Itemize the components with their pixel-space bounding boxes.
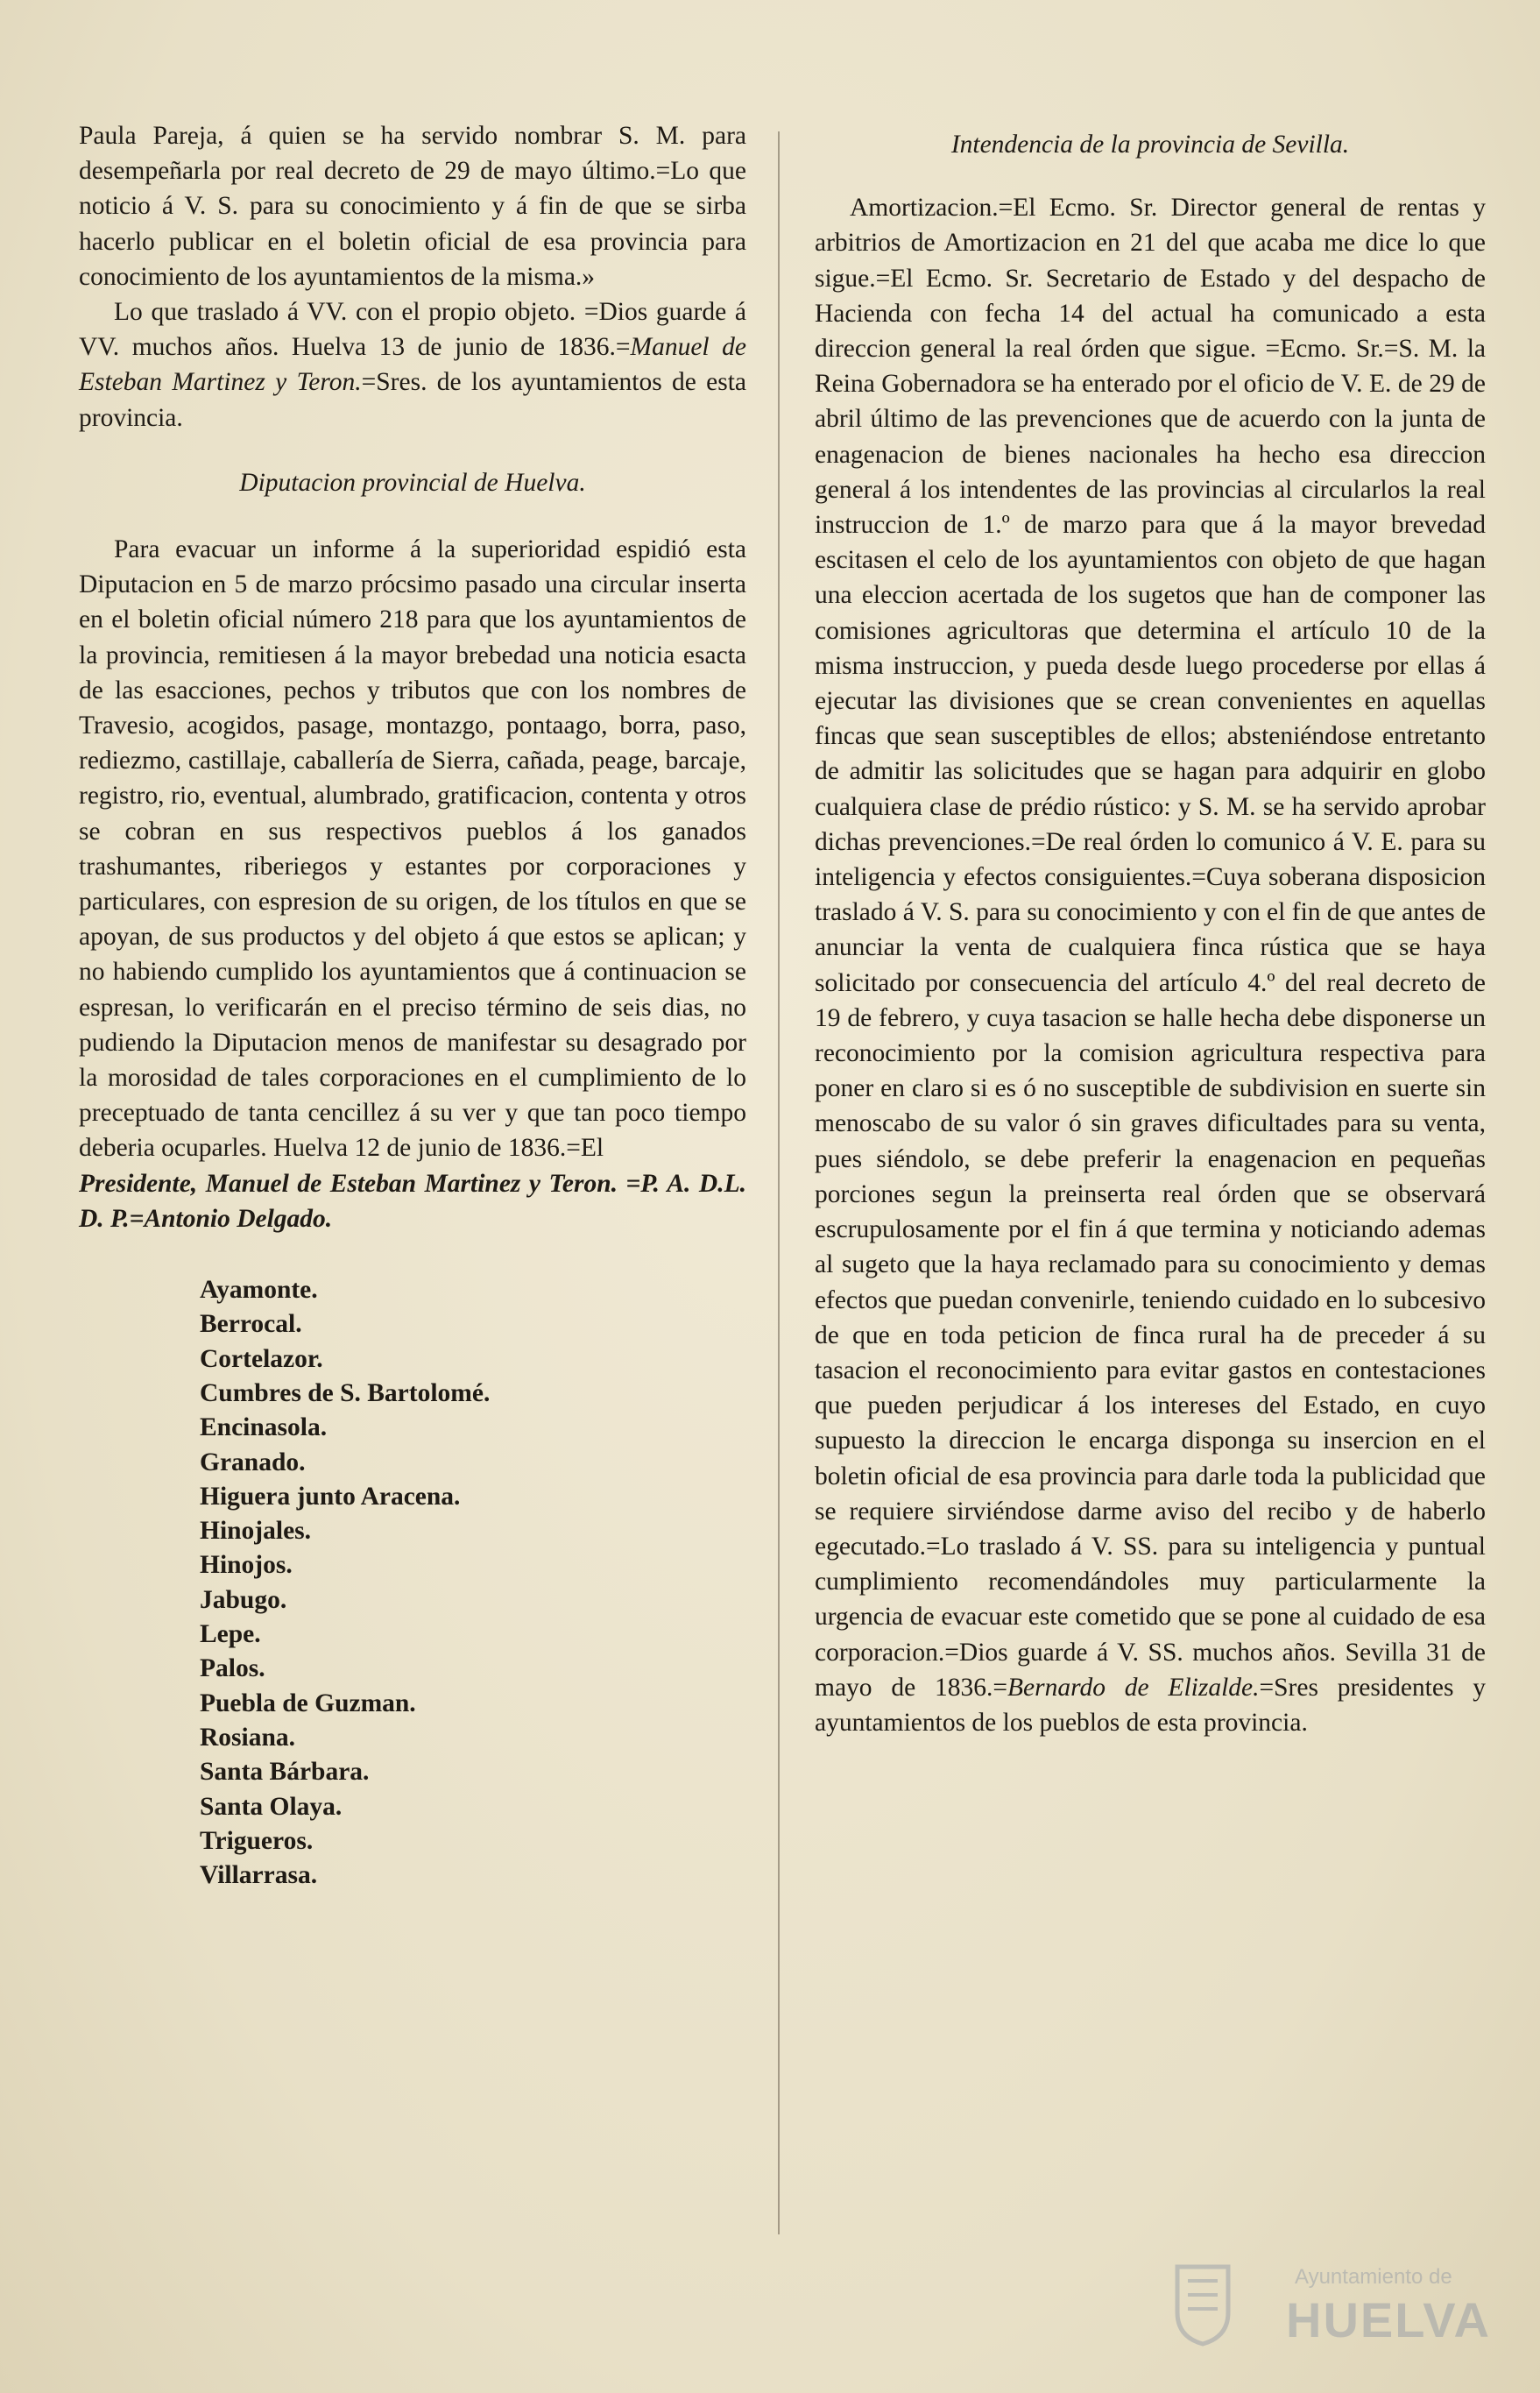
town-item: Santa Bárbara. xyxy=(200,1758,370,1787)
town-item: Hinojos. xyxy=(200,1551,293,1580)
town-item: Ayamonte. xyxy=(200,1276,318,1305)
shield-icon xyxy=(1174,2263,1232,2347)
left-paragraph-1: Paula Pareja, á quien se ha servido nombrar S. M. para desempeñarla por real decreto de 29 de mayo último.=Lo que noticio á V. S. para su conocimiento y á fin de que se sirba hacerlo publicar en el boletin oficial de esa provincia para conocimiento de los ayuntamientos de la misma.» xyxy=(79,122,746,291)
right-paragraph-1-text: Amortizacion.=El Ecmo. Sr. Director general de rentas y arbitrios de Amortizacion en 21 del que acaba me dice lo que sigue.=El Ecmo. Sr. Secretario de Estado y del despacho de Hacienda con fecha 14 del actual ha comunicado a esta direccion general la real órden que sigue. =Ecmo. Sr.=S. M. la Reina Gobernadora se ha enterado por el oficio de V. E. de 29 de abril último de las prevenciones que de acuerdo con la junta de enagenacion de bienes nacionales ha hecho esa direccion general á los intendentes de las provincias al circularlos la real instruccion de 1.º de marzo para que á la mayor brevedad escitasen el celo de los ayuntamientos con objeto de que hagan una eleccion acertada de los sugetos que han de componer las comisiones agricultoras que determina el artículo 10 de la misma instruccion, y pueda desde luego procederse por ellas á ejecutar las divisiones que se crean convenientes en aquellas fincas que sean susceptibles de ellos; absteniéndose entretanto de admitir las solicitudes que se hagan para adquirir en globo cualquiera clase de prédio rústico: y S. M. se ha servido aprobar dichas prevenciones.=De real órden lo comunico á V. E. para su inteligencia y efectos consiguientes.=Cuya soberana disposicion traslado á V. S. para su conocimiento y con el fin de que antes de anunciar la venta de cualquiera finca rústica que se haya solicitado por consecuencia del artículo 4.º del real decreto de 19 de febrero, y cuya tasacion se halle hecha debe disponerse un reconocimiento por la comision agricultura respectiva para poner en claro si es ó no susceptible de subdivision en suerte sin menoscabo de su valor ó sin graves dificultades para su venta, pues siéndolo, se debe preferir la enagenacion en pequeñas porciones segun la preinserta real órden que se observará escrupulosamente por el fin á que termina y noticiando ademas al sugeto que la haya reclamado para su conocimiento y demas efectos que puedan convenirle, teniendo cuidado en lo subcesivo de que en toda peticion de finca rural ha de preceder á su tasacion el reconocimiento para evitar gastos en contestaciones que pueden perjudicar á los intereses del Estado, en cuyo supuesto la direccion le encarga disponga su insercion en el boletin oficial de esa provincia para darle toda la publicidad que se requiere sirviéndose darme aviso del recibo y de haberlo egecutado.=Lo traslado á V. SS. para su inteligencia y puntual cumplimiento recomendándoles muy particularmente la urgencia de evacuar este cometido que se pone al cuidado de esa corporacion.=Dios guarde á V. SS. muchos años. Sevilla 31 de mayo de 1836.= xyxy=(815,194,1486,1702)
town-item: Villarrasa. xyxy=(200,1861,318,1890)
left-paragraph-2-signature: Manuel de Esteban Martinez y Teron. xyxy=(79,333,746,397)
town-item: Cumbres de S. Bartolomé. xyxy=(200,1378,491,1407)
left-paragraph-2-end: =Sres. de los ayuntamientos de esta provincia. xyxy=(79,368,746,432)
town-item: Puebla de Guzman. xyxy=(200,1689,416,1717)
town-item: Trigueros. xyxy=(200,1826,314,1855)
towns-list xyxy=(79,1273,746,1893)
town-item: Lepe. xyxy=(200,1620,261,1649)
town-item: Hinojales. xyxy=(200,1517,312,1546)
town-item: Jabugo. xyxy=(200,1585,287,1614)
town-item: Cortelazor. xyxy=(200,1344,323,1373)
left-paragraph-2-text: Lo que traslado á VV. con el propio objeto. =Dios guarde á VV. muchos años. Huelva 13 de junio de 1836.= xyxy=(79,298,746,362)
left-column xyxy=(79,118,746,1893)
town-item: Higuera junto Aracena. xyxy=(200,1482,461,1511)
left-paragraph-3-signature: Presidente, Manuel de Esteban Martinez y Teron. =P. A. D.L. D. P.=Antonio Delgado. xyxy=(79,1169,746,1233)
right-paragraph-1-end: =Sres presidentes y ayuntamientos de los pueblos de esta provincia. xyxy=(815,1673,1486,1737)
ayuntamiento-watermark xyxy=(1174,2256,1507,2361)
left-paragraph-3: Para evacuar un informe á la superioridad espidió esta Diputacion en 5 de marzo prócsimo pasado una circular inserta en el boletin oficial número 218 para que los ayuntamientos de la provincia, remitiesen á la mayor brebedad una noticia esacta de las esacciones, pechos y tributos que con los nombres de Travesio, acogidos, pasage, montazgo, pontaago, borra, paso, rediezmo, castillaje, caballería de Sierra, cañada, peage, barcaje, registro, rio, eventual, alumbrado, gratificacion, contenta y otros se cobran en sus respectivos pueblos á los ganados trashumantes, riberiegos y estantes por corporaciones y particulares, con espresion de su origen, de los títulos en que se apoyan, de sus productos y del objeto á que estos se aplican; y no habiendo cumplido los ayuntamientos que á continuacion se espresan, lo verificarán en el preciso término de seis dias, no pudiendo la Diputacion menos de manifestar su desagrado por la morosidad de tales corporaciones en el cumplimiento de lo preceptuado de tanta cencillez á su ver y que tan poco tiempo deberia ocuparles. Huelva 12 de junio de 1836.=El xyxy=(79,535,746,1163)
left-section-title: Diputacion provincial de Huelva. xyxy=(239,468,586,497)
watermark-small-text: Ayuntamiento de xyxy=(1295,2265,1452,2289)
town-item: Berrocal. xyxy=(200,1310,302,1339)
right-paragraph-1 xyxy=(815,190,1486,1740)
right-column xyxy=(815,118,1486,1740)
town-item: Palos. xyxy=(200,1654,265,1683)
town-item: Rosiana. xyxy=(200,1723,296,1752)
watermark-big-text: HUELVA xyxy=(1286,2292,1491,2347)
column-divider xyxy=(778,131,780,2234)
town-item: Encinasola. xyxy=(200,1413,328,1442)
left-paragraph-2 xyxy=(79,294,746,435)
town-item: Granado. xyxy=(200,1448,306,1476)
right-section-title: Intendencia de la provincia de Sevilla. xyxy=(950,131,1350,159)
town-item: Santa Olaya. xyxy=(200,1792,343,1821)
right-paragraph-1-signature: Bernardo de Elizalde. xyxy=(1007,1673,1260,1702)
